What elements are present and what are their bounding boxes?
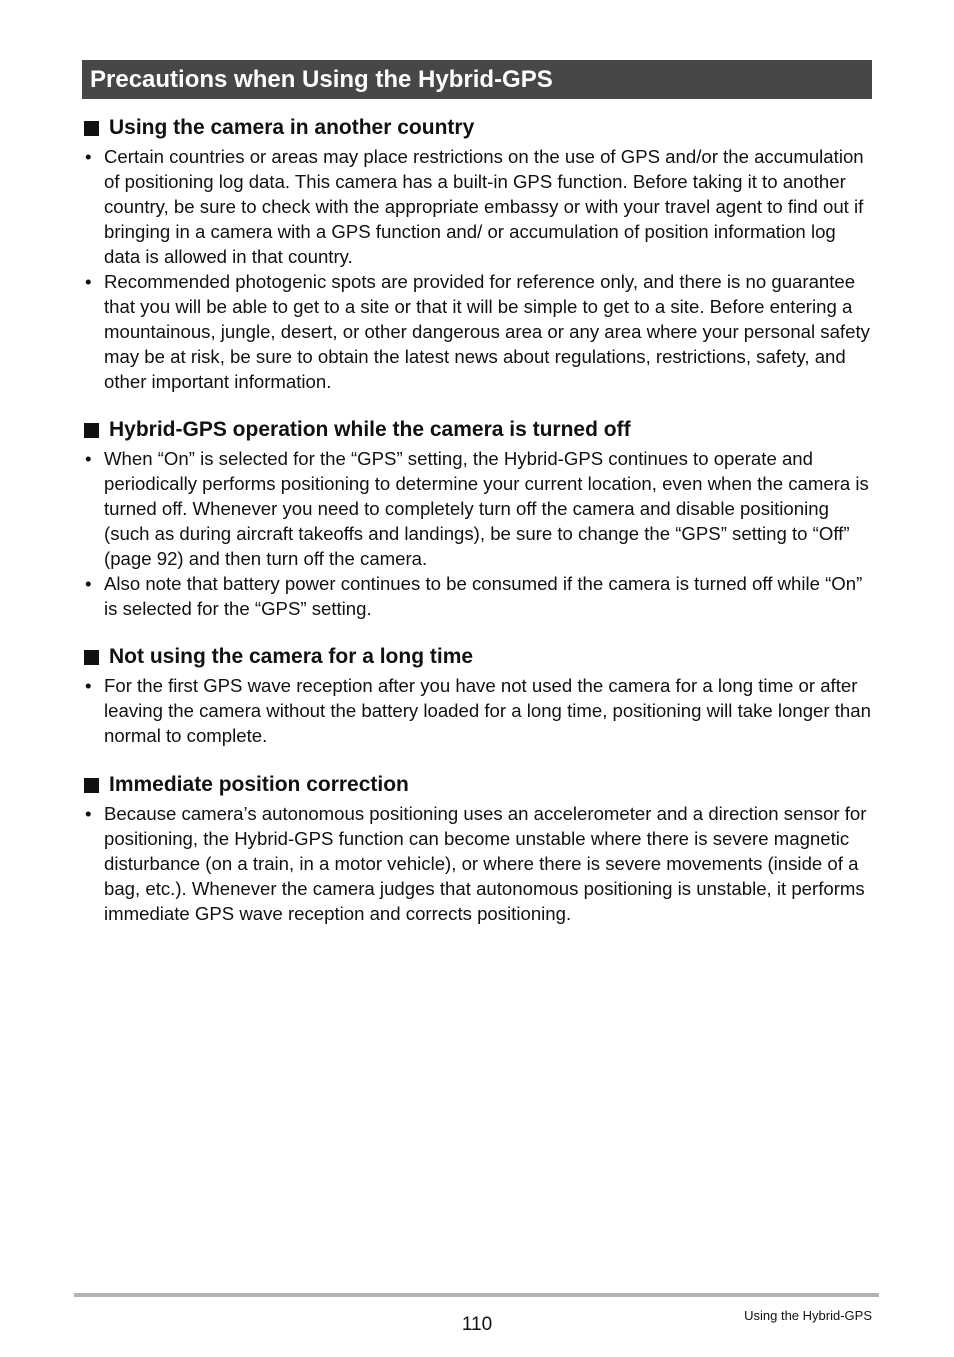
section-heading-text: Not using the camera for a long time: [109, 645, 474, 668]
list-item-text: When “On” is selected for the “GPS” setting, the Hybrid-GPS continues to operate and periodically performs positioning to determine your current location, even when the camera is turned off. Whenever you need to completely turn off the camera and disable positioning (such as during aircraft takeoffs and landings), be sure to change the “GPS” setting to “Off” (page 92) and then turn off the camera.: [104, 448, 869, 569]
section-heading: [82, 644, 877, 670]
footer-divider: [74, 1293, 879, 1297]
section-heading-text: Using the camera in another country: [109, 116, 475, 139]
section-another-country: [82, 115, 877, 394]
list-item-text: Because camera’s autonomous positioning uses an accelerometer and a direction sensor for positioning, the Hybrid-GPS function can become unstable where there is severe magnetic disturbance (on a train, in a motor vehicle), or where there is severe movements (inside of a bag, etc.). Whenever the camera judges that autonomous positioning is unstable, it performs immediate GPS wave reception and corrects positioning.: [104, 803, 867, 924]
square-bullet-icon: [84, 121, 99, 136]
bullet-dot: •: [85, 448, 92, 469]
list-item: [82, 673, 877, 748]
page-number: 110: [461, 1314, 493, 1335]
section-immediate-correction: [82, 772, 877, 926]
list-item: [82, 144, 877, 269]
page-title: Precautions when Using the Hybrid-GPS: [82, 60, 872, 99]
bullet-dot: •: [85, 146, 92, 167]
list-item: [82, 446, 877, 571]
bullet-dot: •: [85, 803, 92, 824]
list-item: [82, 801, 877, 926]
bullet-dot: •: [85, 271, 92, 292]
square-bullet-icon: [84, 650, 99, 665]
list-item-text: Recommended photogenic spots are provided for reference only, and there is no guarantee that you will be able to get to a site or that it will be simple to get to a site. Before entering a mountainous, jungle, desert, or other dangerous area or any area where your personal safety may be at risk, be sure to obtain the latest news about regulations, restrictions, safety, and other important information.: [104, 271, 870, 392]
list-item-text: For the first GPS wave reception after you have not used the camera for a long time or after leaving the camera without the battery loaded for a long time, positioning will take longer than normal to complete.: [104, 675, 871, 746]
bullet-dot: •: [85, 573, 92, 594]
section-camera-off: [82, 417, 877, 621]
section-heading: [82, 417, 877, 443]
section-heading-text: Hybrid-GPS operation while the camera is turned off: [109, 418, 631, 441]
square-bullet-icon: [84, 423, 99, 438]
section-heading: [82, 115, 877, 141]
section-long-time: [82, 644, 877, 748]
list-item-text: Certain countries or areas may place restrictions on the use of GPS and/or the accumulation of positioning log data. This camera has a built-in GPS function. Before taking it to another country, be sure to check with the appropriate embassy or with your travel agent to find out if bringing in a camera with a GPS function and/ or accumulation of position information log data is allowed in that country.: [104, 146, 864, 267]
list-item: [82, 571, 877, 621]
list-item: [82, 269, 877, 394]
square-bullet-icon: [84, 778, 99, 793]
bullet-dot: •: [85, 675, 92, 696]
section-heading-text: Immediate position correction: [109, 773, 409, 796]
footer-section-label: Using the Hybrid-GPS: [744, 1308, 872, 1323]
list-item-text: Also note that battery power continues to be consumed if the camera is turned off while “On” is selected for the “GPS” setting.: [104, 573, 863, 619]
section-heading: [82, 772, 877, 798]
